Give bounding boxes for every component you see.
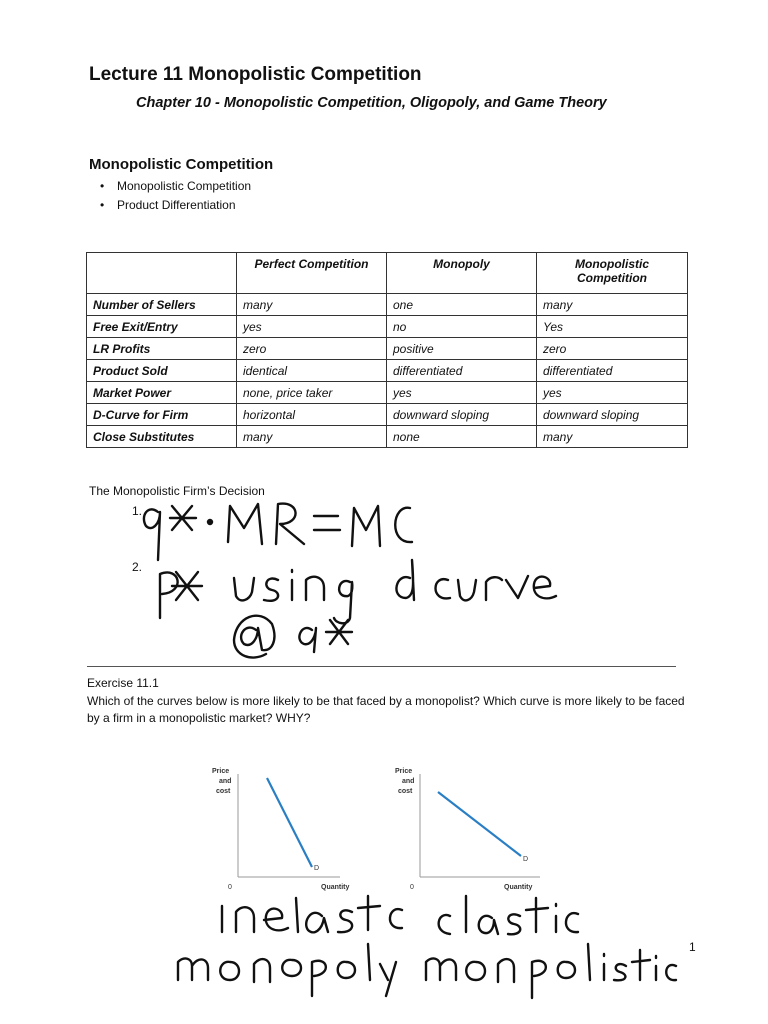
- page-number: 1: [689, 940, 696, 954]
- graph-ylabel: Price: [395, 768, 413, 775]
- table-cell: many: [237, 294, 387, 316]
- table-row-header: Product Sold: [87, 360, 237, 382]
- demand-graph-1: [200, 762, 350, 897]
- table-cell: positive: [387, 338, 537, 360]
- table-cell: one: [387, 294, 537, 316]
- table-cell: yes: [387, 382, 537, 404]
- table-cell: many: [537, 426, 688, 448]
- graph-ylabel: Price: [212, 768, 230, 775]
- bullet-item: • Product Differentiation: [100, 196, 251, 215]
- handwritten-answer-1: [144, 504, 412, 560]
- handwritten-label-monopolistic: [426, 944, 676, 998]
- section-divider: [87, 666, 676, 667]
- table-row-header: Free Exit/Entry: [87, 316, 237, 338]
- handwritten-label-elastic: [439, 896, 578, 934]
- table-row-header: LR Profits: [87, 338, 237, 360]
- graph-origin: 0: [410, 884, 414, 891]
- demand-curve: [438, 792, 521, 856]
- table-cell: no: [387, 316, 537, 338]
- graph-ylabel: and: [402, 778, 415, 785]
- table-header-cell: Perfect Competition: [237, 253, 387, 294]
- graph-xlabel: Quantity: [504, 884, 533, 891]
- table-cell: horizontal: [237, 404, 387, 426]
- table-row-header: Close Substitutes: [87, 426, 237, 448]
- table-cell: yes: [537, 382, 688, 404]
- decision-heading: The Monopolistic Firm’s Decision: [89, 484, 265, 498]
- table-row-header: Market Power: [87, 382, 237, 404]
- graph-origin: 0: [228, 884, 232, 891]
- table-cell: downward sloping: [387, 404, 537, 426]
- table-cell: downward sloping: [537, 404, 688, 426]
- table-row-header: Number of Sellers: [87, 294, 237, 316]
- bullet-item: • Monopolistic Competition: [100, 177, 251, 196]
- demand-curve: [267, 778, 312, 867]
- handwritten-answer-2: [160, 560, 556, 623]
- table-cell: many: [537, 294, 688, 316]
- table-cell: identical: [237, 360, 387, 382]
- graph-xlabel: Quantity: [321, 884, 350, 891]
- exercise-title: Exercise 11.1: [87, 676, 159, 690]
- table-cell: zero: [537, 338, 688, 360]
- handwritten-label-monopoly: [178, 944, 396, 996]
- table-cell: Yes: [537, 316, 688, 338]
- table-cell: differentiated: [537, 360, 688, 382]
- curve-label: D: [314, 865, 320, 872]
- table-cell: none: [387, 426, 537, 448]
- handwritten-label-inelastic: [222, 896, 402, 932]
- decision-item-number: 2.: [132, 560, 143, 574]
- handwritten-answer-3: [234, 616, 352, 658]
- table-cell: differentiated: [387, 360, 537, 382]
- table-header-cell: Monopoly: [387, 253, 537, 294]
- decision-item-number: 1.: [132, 504, 143, 518]
- demand-graph-2: [380, 762, 550, 897]
- table-header-cell: Monopolistic Competition: [537, 253, 688, 294]
- section-heading: Monopolistic Competition: [89, 156, 274, 173]
- table-cell: yes: [237, 316, 387, 338]
- lecture-title: Lecture 11 Monopolistic Competition: [89, 64, 422, 85]
- graph-ylabel: cost: [216, 788, 231, 795]
- table-cell: many: [237, 426, 387, 448]
- curve-label: D: [523, 856, 529, 863]
- table-cell: zero: [237, 338, 387, 360]
- graph-ylabel: cost: [398, 788, 413, 795]
- graph-ylabel: and: [219, 778, 232, 785]
- chapter-subtitle: Chapter 10 - Monopolistic Competition, Oligopoly, and Game Theory: [136, 95, 607, 111]
- exercise-question: Which of the curves below is more likely to be that faced by a monopolist? Which curve is more likely to be faced by a firm in a monopolistic market? WHY?: [87, 694, 685, 725]
- table-cell: none, price taker: [237, 382, 387, 404]
- table-row-header: D-Curve for Firm: [87, 404, 237, 426]
